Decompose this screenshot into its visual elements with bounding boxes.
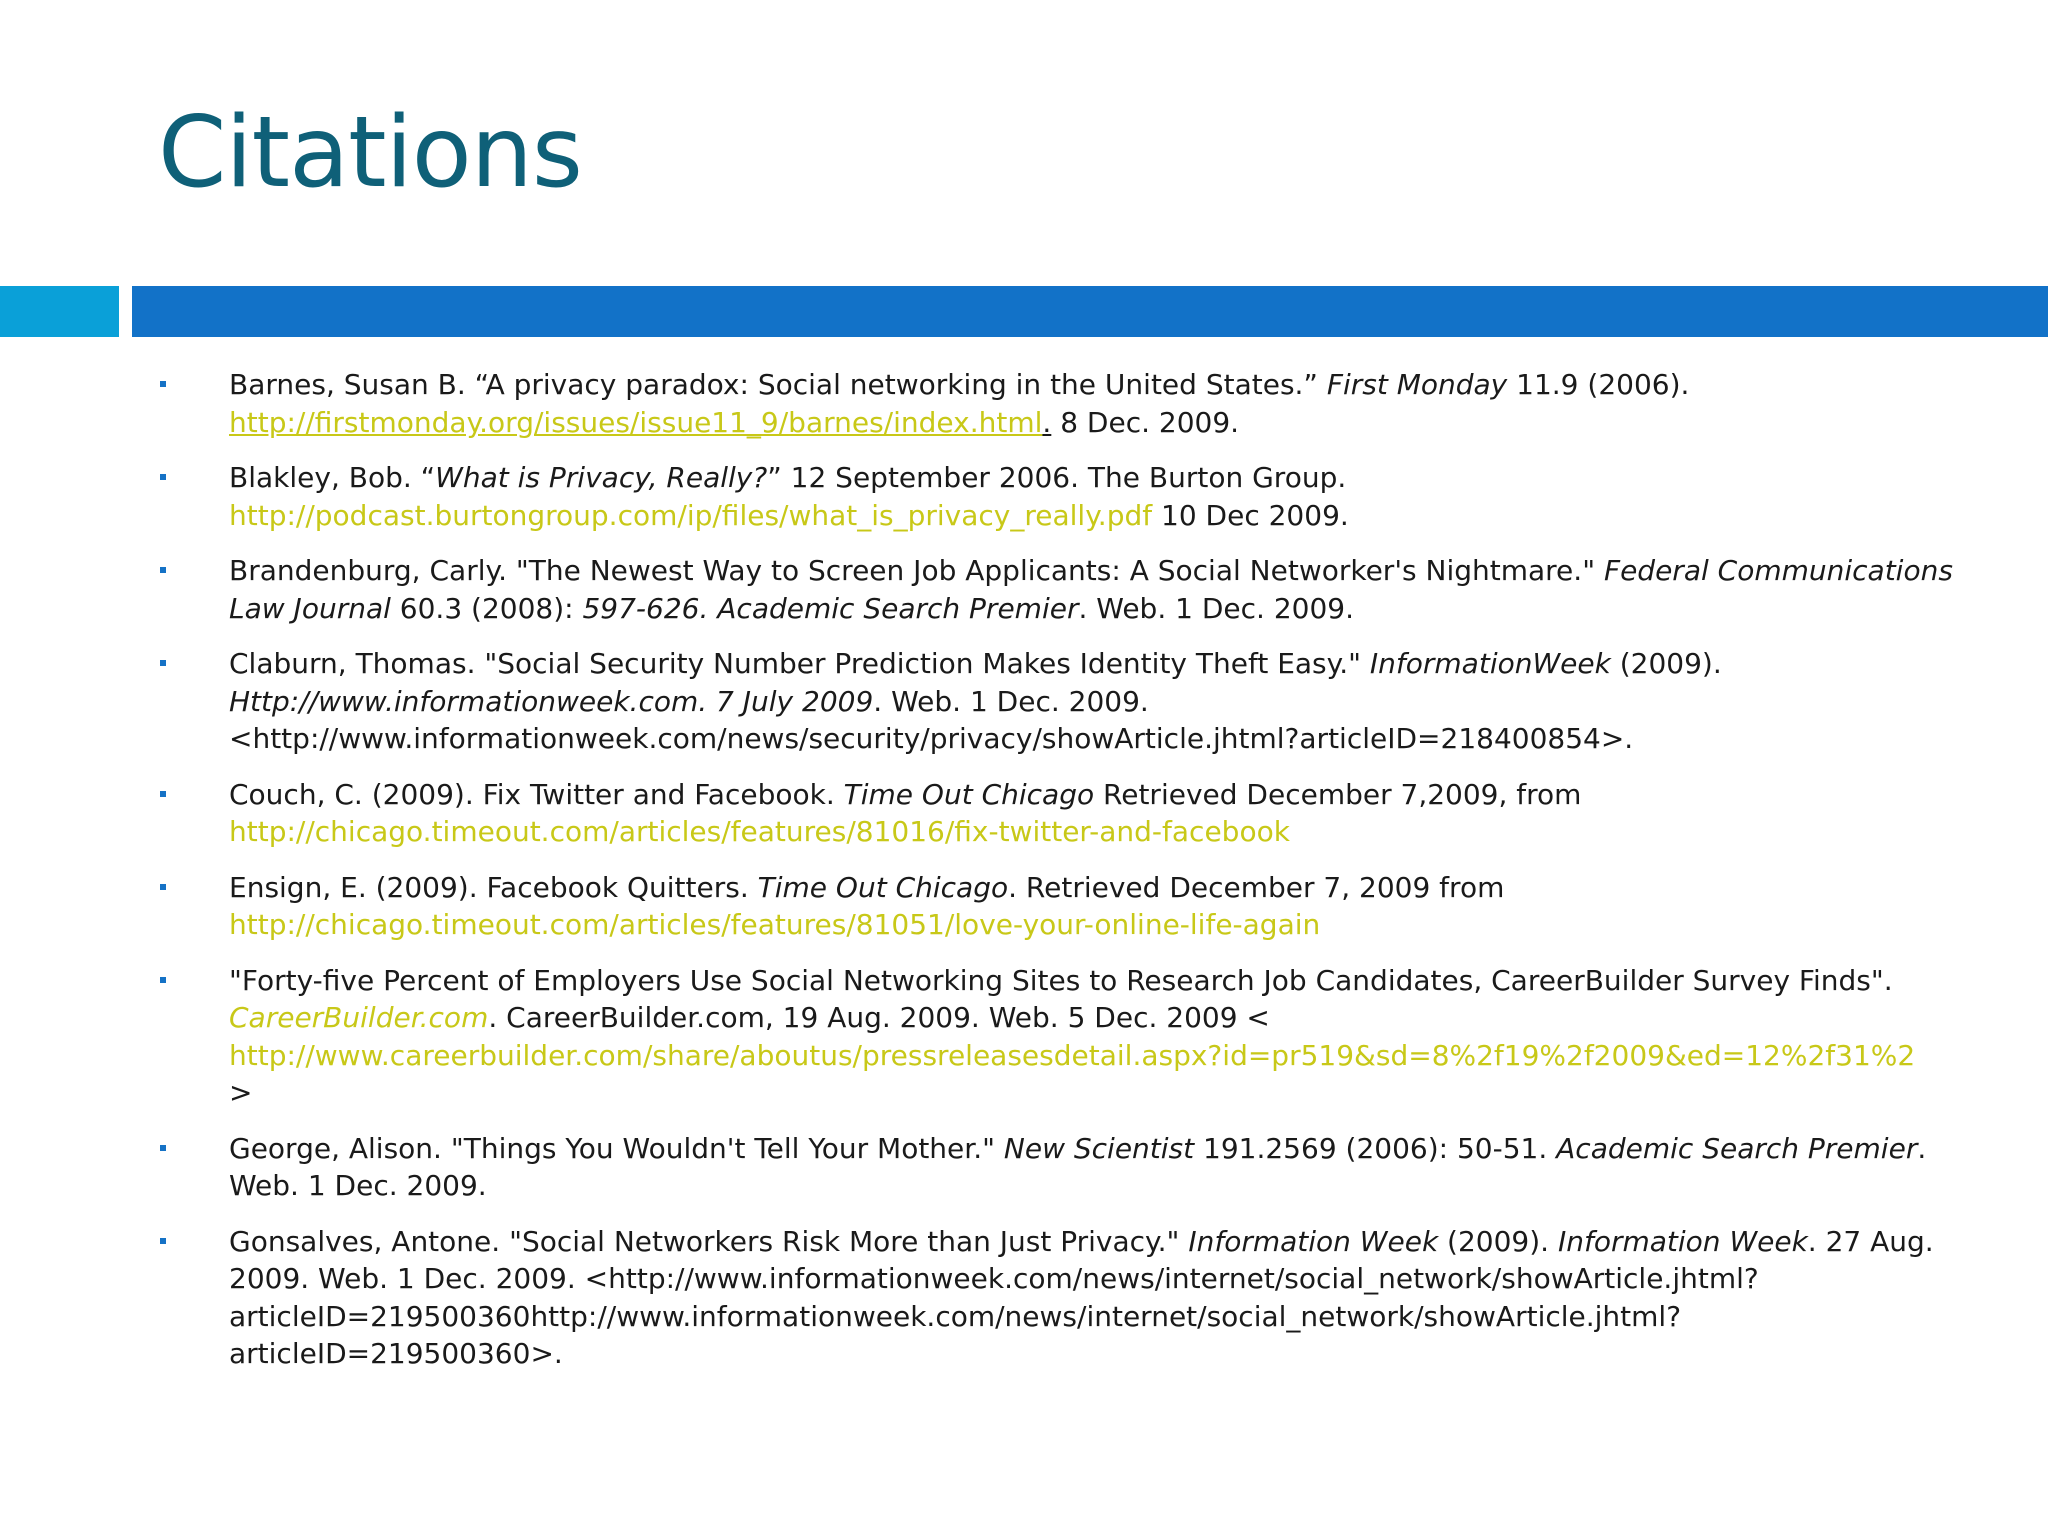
citation-item — [0, 459, 2048, 534]
citation-link[interactable]: http://podcast.burtongroup.com/ip/files/what_is_privacy_really.pdf — [229, 498, 1153, 532]
citation-item — [0, 869, 2048, 944]
bullet-icon — [160, 1145, 166, 1151]
citation-line: Claburn, Thomas. "Social Security Number Prediction Makes Identity Theft Easy." InformationWeek (2009). — [229, 647, 1722, 680]
citation-list — [0, 366, 2048, 1391]
citation-line: Ensign, E. (2009). Facebook Quitters. Time Out Chicago. Retrieved December 7, 2009 from — [229, 870, 1505, 904]
citation-line: http://podcast.burtongroup.com/ip/files/what_is_privacy_really.pdf 10 Dec 2009. — [229, 498, 1349, 532]
citation-line — [229, 906, 1998, 944]
citation-line — [229, 1037, 1998, 1075]
citation-line: Barnes, Susan B. “A privacy paradox: Social networking in the United States.” First Monday 11.9 (2006). — [229, 368, 1690, 401]
bullet-icon — [160, 474, 166, 480]
citation-line: Gonsalves, Antone. "Social Networkers Risk More than Just Privacy." Information Week (2009). Information Week. 27 Aug. — [229, 1224, 1934, 1258]
citation-line: Http://www.informationweek.com. 7 July 2009. Web. 1 Dec. 2009. — [229, 684, 1149, 718]
bullet-icon — [160, 567, 166, 573]
bullet-icon — [160, 381, 166, 387]
citation-item — [0, 1130, 2048, 1205]
header-accent-bar-left — [0, 286, 119, 337]
citation-item — [0, 962, 2048, 1112]
header-accent-bar — [132, 286, 2048, 337]
citation-line: articleID=219500360http://www.informationweek.com/news/internet/social_network/showArticle.jhtml? — [229, 1299, 1682, 1333]
citation-line: Couch, C. (2009). Fix Twitter and Facebook. Time Out Chicago Retrieved December 7,2009, from — [229, 777, 1582, 811]
bullet-icon — [160, 1238, 166, 1244]
citation-line: 2009. Web. 1 Dec. 2009. <http://www.informationweek.com/news/internet/social_network/showArticle.jhtml? — [229, 1262, 1759, 1295]
bullet-icon — [160, 791, 166, 797]
citation-line: Brandenburg, Carly. "The Newest Way to Screen Job Applicants: A Social Networker's Nightmare." Federal Communications — [229, 554, 1953, 587]
citation-item — [0, 1223, 2048, 1373]
citation-line: articleID=219500360>. — [229, 1337, 563, 1370]
citation-line: Law Journal 60.3 (2008): 597-626. Academic Search Premier. Web. 1 Dec. 2009. — [229, 591, 1354, 625]
citation-line: "Forty-five Percent of Employers Use Social Networking Sites to Research Job Candidates, CareerBuilder Survey Finds". — [229, 963, 1893, 997]
citation-item — [0, 776, 2048, 851]
citation-item — [0, 366, 2048, 441]
citation-link[interactable]: CareerBuilder.com — [229, 1001, 489, 1034]
citation-line: <http://www.informationweek.com/news/security/privacy/showArticle.jhtml?articleID=218400854>. — [229, 722, 1634, 755]
citation-item — [0, 645, 2048, 758]
citation-item — [0, 552, 2048, 627]
citation-line — [229, 813, 1998, 851]
citation-link[interactable]: http://chicago.timeout.com/articles/features/81016/fix-twitter-and-facebook — [229, 815, 1290, 848]
citation-line: http://firstmonday.org/issues/issue11_9/barnes/index.html. 8 Dec. 2009. — [229, 405, 1240, 439]
citation-line: George, Alison. "Things You Wouldn't Tell Your Mother." New Scientist 191.2569 (2006): 50-51. Academic Search Premier. — [229, 1131, 1927, 1165]
bullet-icon — [160, 660, 166, 666]
citation-line: Blakley, Bob. “What is Privacy, Really?” 12 September 2006. The Burton Group. — [229, 461, 1347, 494]
citation-line: Web. 1 Dec. 2009. — [229, 1169, 487, 1202]
citation-link[interactable]: http://www.careerbuilder.com/share/aboutus/pressreleasesdetail.aspx?id=pr519&sd=8%2f19%2f2009&ed=12%2f31%2 — [229, 1038, 1916, 1072]
bullet-icon — [160, 977, 166, 983]
bullet-icon — [160, 884, 166, 890]
citation-line: CareerBuilder.com. CareerBuilder.com, 19 Aug. 2009. Web. 5 Dec. 2009 < — [229, 1001, 1270, 1034]
citation-line: > — [229, 1076, 253, 1109]
citation-link[interactable]: http://chicago.timeout.com/articles/features/81051/love-your-online-life-again — [229, 908, 1321, 941]
citation-link[interactable]: http://firstmonday.org/issues/issue11_9/barnes/index.html — [229, 405, 1043, 439]
slide-title: Citations — [158, 96, 582, 210]
